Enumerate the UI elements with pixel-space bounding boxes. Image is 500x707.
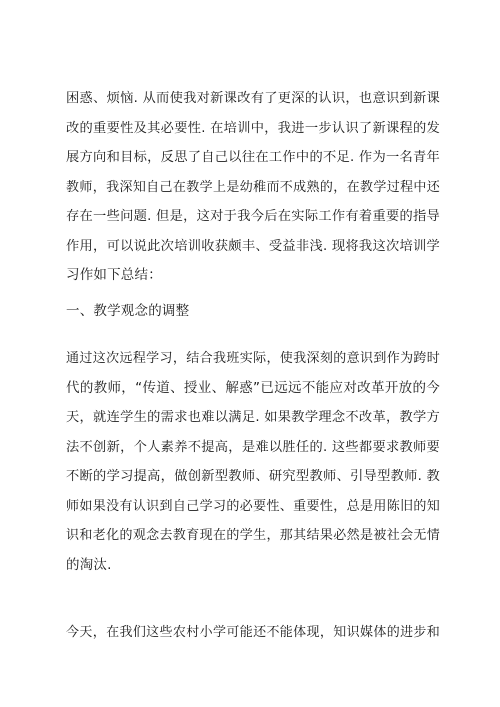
text-line: 不断的学习提高，做创新型教师、研究型教师、引导型教师. 教 [66, 469, 440, 484]
text-line: 的淘汰. [66, 556, 112, 573]
text-line: 代的教师，“传道、授业、解惑”已远远不能应对改革开放的今 [66, 379, 440, 396]
text-line: 困惑、烦恼. 从而使我对新课改有了更深的认识，也意识到新课 [66, 91, 440, 106]
text-line: 今天，在我们这些农村小学可能还不能体现，知识媒体的进步和 [66, 625, 440, 640]
text-line: 教师，我深知自己在教学上是幼稚而不成熟的，在教学过程中还 [66, 179, 440, 195]
text-line: 师如果没有认识到自己学习的必要性、重要性，总是用陈旧的知 [66, 498, 440, 514]
paragraph-intro [66, 84, 440, 291]
text-line: 作用，可以说此次培训收获颇丰、受益非浅. 现将我这次培训学 [66, 238, 440, 254]
text-line: 天，就连学生的需求也难以满足. 如果教学理念不改革，教学方 [66, 410, 440, 425]
text-line: 展方向和目标，反思了自己以往在工作中的不足. 作为一名青年 [66, 150, 440, 165]
paragraph-teaching-concept [66, 344, 440, 580]
section-heading [66, 297, 440, 327]
text-line: 存在一些问题. 但是，这对于我今后在实际工作有着重要的指导 [66, 209, 440, 224]
text-line: 通过这次远程学习，结合我班实际，使我深刻的意识到作为跨时 [66, 351, 440, 366]
paragraph-rural-school [66, 618, 440, 648]
text-line: 改的重要性及其必要性. 在培训中，我进一步认识了新课程的发 [66, 120, 440, 136]
text-line: 习作如下总结： [66, 267, 162, 283]
heading-text: 一、教学观念的调整 [66, 303, 190, 319]
text-line: 识和老化的观念去教育现在的学生，那其结果必然是被社会无情 [66, 528, 440, 543]
text-line: 法不创新，个人素养不提高，是难以胜任的. 这些都要求教师要 [66, 439, 440, 455]
